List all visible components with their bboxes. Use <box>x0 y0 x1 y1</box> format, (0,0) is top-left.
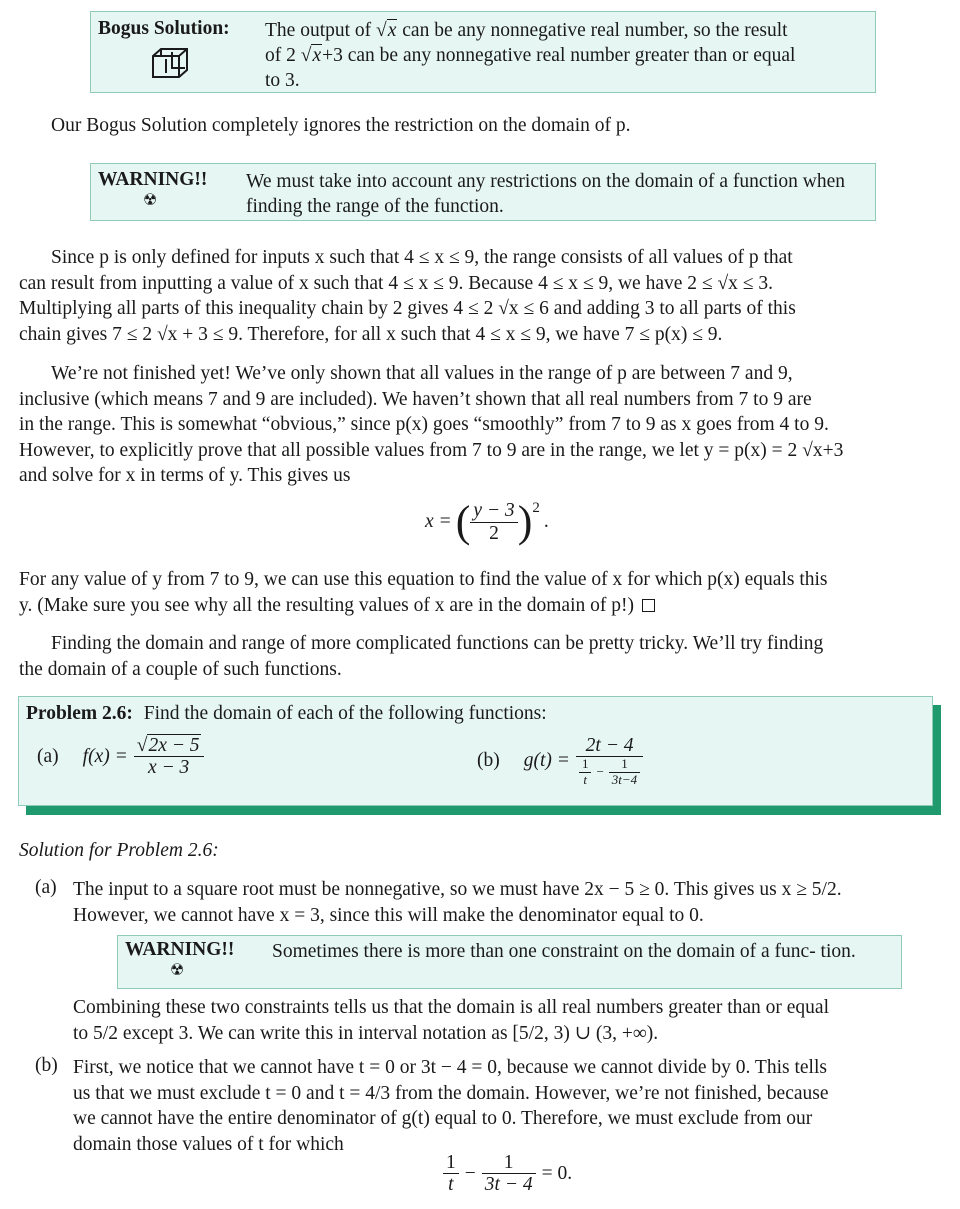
solution-a-combine: Combining these two constraints tells us that the domain is all real numbers greater than or equal to 5/2 except 3. We can write this in interval notation as [5/2, 3) ∪ (3, +∞). <box>73 997 829 1044</box>
problem-part-a: (a) f(x) = $\frac{√2x - 5}{x - 3}$ <box>37 735 204 779</box>
warning-box-1 <box>90 163 876 221</box>
bogus-line-1: The output of √x can be any nonnegative real number, so the result <box>265 20 788 41</box>
problem-part-b: (b) g(t) = 2t − 4 $\frac{1}{t}$ − $\frac{1}{3t-4}$ <box>477 735 643 787</box>
solution-b-label: (b) <box>35 1055 58 1076</box>
problem-text: Find the domain of each of the following functions: <box>143 703 547 724</box>
radiation-icon: ☢ <box>143 192 158 209</box>
paragraph-any-value: For any value of y from 7 to 9, we can use this equation to find the value of x for which p(x) equals this y. (Make sure you see why all the resulting values of x are in the domain of p!) <box>19 569 828 616</box>
impossible-cube-icon <box>149 46 191 80</box>
bogus-comment: Our Bogus Solution completely ignores the restriction on the domain of p. <box>51 115 631 136</box>
radiation-icon: ☢ <box>170 962 185 979</box>
problem-label: Problem 2.6: <box>26 703 133 724</box>
warning-text: We must take into account any restrictions on the domain of a function when finding the range of the function. <box>246 171 845 217</box>
warning-box-2 <box>117 935 902 989</box>
warning-label: WARNING!! <box>98 169 208 190</box>
equation-denominator-zero: $\frac{1}{t}$ − $\frac{1}{3t - 4}$ = 0. <box>443 1152 572 1196</box>
solution-a-label: (a) <box>35 877 57 898</box>
paragraph-since: Since p is only defined for inputs x such that 4 ≤ x ≤ 9, the range consists of all values of p that can result from inputting a value of x such that 4 ≤ x ≤ 9. Because 4 ≤ x ≤ 9, we have 2 ≤ √x ≤ 3. Multiplying all parts of this inequality chain by 2 gives 4 ≤ 2 √x ≤ 6 and adding 3 to all parts of this chain gives 7 ≤ 2 √x + 3 ≤ 9. Therefore, for all x such that 4 ≤ x ≤ 9, we have 7 ≤ p(x) ≤ 9. <box>19 247 796 345</box>
paragraph-not-finished: We’re not finished yet! We’ve only shown that all values in the range of p are between 7 and 9, inclusive (which means 7 and 9 are included). We haven’t shown that all real numbers from 7 to 9 are in the range. This is somewhat “obvious,” since p(x) goes “smoothly” from 7 to 9 as x goes from 4 to 9. However, to explicitly prove that all possible values from 7 to 9 are in the range, we let y = p(x) = 2 √x+3 and solve for x in terms of y. This gives us <box>19 363 844 486</box>
solution-heading: Solution for Problem 2.6: <box>19 840 219 861</box>
paragraph-finding: Finding the domain and range of more complicated functions can be pretty tricky. We’ll try finding the domain of a couple of such functions. <box>19 633 824 680</box>
bogus-line-2: of 2 √x+3 can be any nonnegative real number greater than or equal <box>265 45 796 66</box>
equation-x: x = ( $\frac{y - 3}{2}$ ) $^2$ . <box>425 497 549 546</box>
warning-label: WARNING!! <box>125 939 235 960</box>
solution-b-text: First, we notice that we cannot have t = 0 or 3t − 4 = 0, because we cannot divide by 0. This tells us that we must exclude t = 0 and t = 4/3 from the domain. However, we’re not finished, because we cannot have the entire denominator of g(t) equal to 0. Therefore, we must exclude from our domain those values of t for which <box>73 1057 829 1155</box>
problem-box <box>18 696 933 806</box>
solution-a-text: The input to a square root must be nonnegative, so we must have 2x − 5 ≥ 0. This gives us x ≥ 5/2. However, we cannot have x = 3, since this will make the denominator equal to 0. <box>73 879 842 926</box>
bogus-solution-box <box>90 11 876 93</box>
bogus-solution-label: Bogus Solution: <box>98 18 230 39</box>
qed-square-icon <box>642 599 655 612</box>
warning-text: Sometimes there is more than one constraint on the domain of a func- tion. <box>272 941 856 962</box>
bogus-line-3: to 3. <box>265 70 300 91</box>
